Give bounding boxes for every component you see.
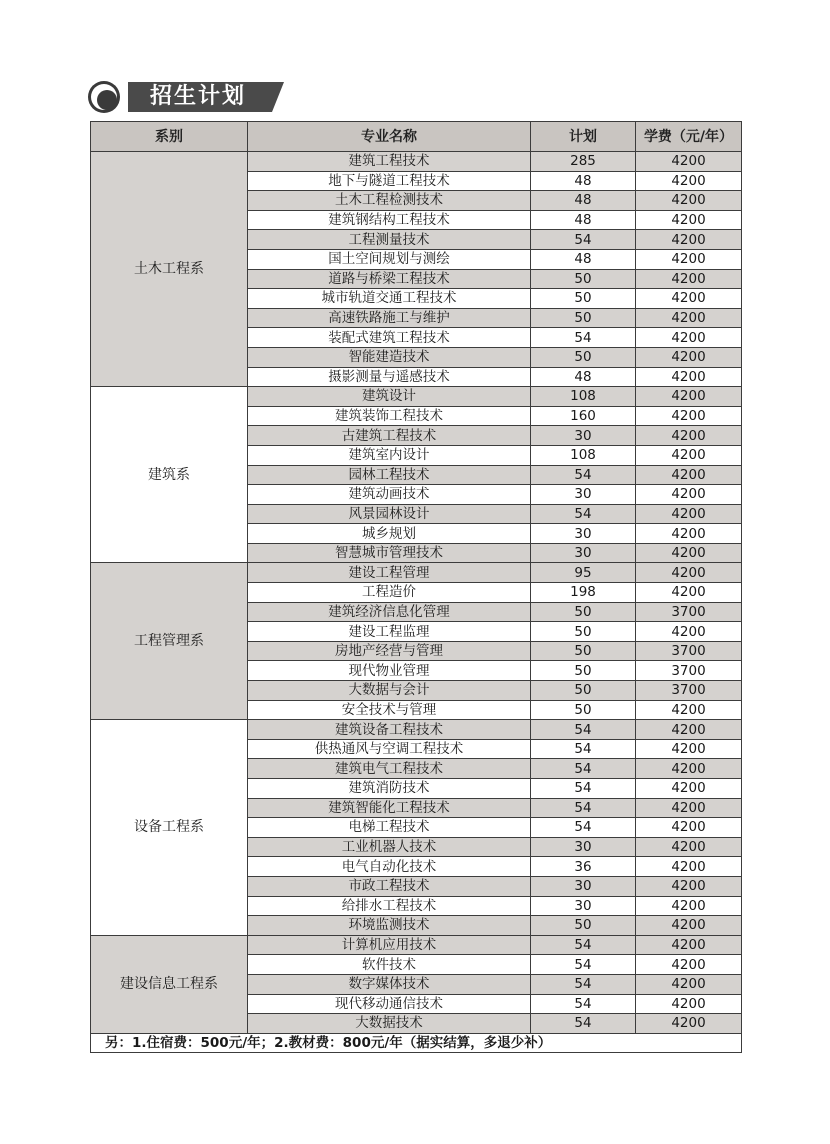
major-cell: 智慧城市管理技术 — [248, 543, 531, 563]
table-body — [91, 152, 742, 1034]
fee-cell: 4200 — [636, 974, 742, 994]
major-cell: 建筑钢结构工程技术 — [248, 210, 531, 230]
header-major: 专业名称 — [248, 122, 531, 152]
fee-cell: 4200 — [636, 622, 742, 642]
fee-cell: 4200 — [636, 759, 742, 779]
fee-cell: 4200 — [636, 739, 742, 759]
plan-cell: 54 — [531, 1014, 636, 1034]
major-cell: 建设工程管理 — [248, 563, 531, 583]
fee-cell: 4200 — [636, 1014, 742, 1034]
dept-cell: 建设信息工程系 — [91, 935, 248, 1033]
major-cell: 现代物业管理 — [248, 661, 531, 681]
fee-cell: 4200 — [636, 504, 742, 524]
dept-cell: 建筑系 — [91, 387, 248, 563]
major-cell: 大数据与会计 — [248, 681, 531, 701]
fee-cell: 4200 — [636, 876, 742, 896]
fee-cell: 4200 — [636, 191, 742, 211]
dept-cell: 工程管理系 — [91, 563, 248, 720]
plan-cell: 50 — [531, 289, 636, 309]
plan-cell: 54 — [531, 230, 636, 250]
major-cell: 建筑室内设计 — [248, 445, 531, 465]
fee-cell: 4200 — [636, 426, 742, 446]
plan-cell: 54 — [531, 465, 636, 485]
fee-cell: 4200 — [636, 485, 742, 505]
section-title — [88, 80, 288, 114]
plan-cell: 50 — [531, 269, 636, 289]
header-dept: 系别 — [91, 122, 248, 152]
plan-cell: 50 — [531, 641, 636, 661]
major-cell: 国土空间规划与测绘 — [248, 249, 531, 269]
fee-cell: 4200 — [636, 857, 742, 877]
table-row — [91, 563, 742, 583]
fee-cell: 4200 — [636, 465, 742, 485]
plan-cell: 95 — [531, 563, 636, 583]
plan-cell: 54 — [531, 935, 636, 955]
plan-cell: 48 — [531, 249, 636, 269]
plan-cell: 50 — [531, 622, 636, 642]
note-row — [91, 1033, 742, 1053]
plan-cell: 285 — [531, 152, 636, 172]
fee-cell: 4200 — [636, 916, 742, 936]
header-plan: 计划 — [531, 122, 636, 152]
plan-cell: 50 — [531, 347, 636, 367]
major-cell: 工程造价 — [248, 583, 531, 603]
header-fee: 学费（元/年） — [636, 122, 742, 152]
major-cell: 现代移动通信技术 — [248, 994, 531, 1014]
table-row — [91, 935, 742, 955]
fee-cell: 4200 — [636, 445, 742, 465]
major-cell: 供热通风与空调工程技术 — [248, 739, 531, 759]
plan-cell: 54 — [531, 720, 636, 740]
major-cell: 安全技术与管理 — [248, 700, 531, 720]
enrollment-plan-table — [90, 121, 742, 1053]
plan-cell: 48 — [531, 210, 636, 230]
major-cell: 数字媒体技术 — [248, 974, 531, 994]
fee-cell: 4200 — [636, 230, 742, 250]
major-cell: 计算机应用技术 — [248, 935, 531, 955]
major-cell: 建筑工程技术 — [248, 152, 531, 172]
fee-cell: 4200 — [636, 328, 742, 348]
fee-cell: 4200 — [636, 818, 742, 838]
plan-cell: 54 — [531, 739, 636, 759]
major-cell: 建筑装饰工程技术 — [248, 406, 531, 426]
fee-cell: 4200 — [636, 387, 742, 407]
fee-cell: 4200 — [636, 269, 742, 289]
plan-cell: 50 — [531, 661, 636, 681]
fee-cell: 4200 — [636, 720, 742, 740]
major-cell: 房地产经营与管理 — [248, 641, 531, 661]
fee-cell: 4200 — [636, 524, 742, 544]
plan-cell: 48 — [531, 367, 636, 387]
plan-cell: 30 — [531, 524, 636, 544]
major-cell: 地下与隧道工程技术 — [248, 171, 531, 191]
major-cell: 工程测量技术 — [248, 230, 531, 250]
plan-cell: 50 — [531, 602, 636, 622]
major-cell: 城市轨道交通工程技术 — [248, 289, 531, 309]
major-cell: 建筑消防技术 — [248, 779, 531, 799]
major-cell: 古建筑工程技术 — [248, 426, 531, 446]
major-cell: 建筑动画技术 — [248, 485, 531, 505]
fee-cell: 3700 — [636, 602, 742, 622]
footnote: 另：1.住宿费：500元/年；2.教材费：800元/年（据实结算，多退少补） — [91, 1033, 742, 1053]
plan-cell: 54 — [531, 779, 636, 799]
major-cell: 园林工程技术 — [248, 465, 531, 485]
fee-cell: 4200 — [636, 543, 742, 563]
major-cell: 电梯工程技术 — [248, 818, 531, 838]
major-cell: 建设工程监理 — [248, 622, 531, 642]
plan-cell: 160 — [531, 406, 636, 426]
major-cell: 建筑设备工程技术 — [248, 720, 531, 740]
table-row — [91, 720, 742, 740]
fee-cell: 4200 — [636, 406, 742, 426]
plan-cell: 54 — [531, 759, 636, 779]
fee-cell: 4200 — [636, 210, 742, 230]
fee-cell: 4200 — [636, 935, 742, 955]
dept-cell: 设备工程系 — [91, 720, 248, 936]
fee-cell: 4200 — [636, 308, 742, 328]
major-cell: 摄影测量与遥感技术 — [248, 367, 531, 387]
major-cell: 软件技术 — [248, 955, 531, 975]
fee-cell: 3700 — [636, 661, 742, 681]
fee-cell: 4200 — [636, 289, 742, 309]
major-cell: 装配式建筑工程技术 — [248, 328, 531, 348]
fee-cell: 4200 — [636, 367, 742, 387]
fee-cell: 3700 — [636, 641, 742, 661]
major-cell: 电气自动化技术 — [248, 857, 531, 877]
fee-cell: 3700 — [636, 681, 742, 701]
major-cell: 智能建造技术 — [248, 347, 531, 367]
plan-cell: 54 — [531, 818, 636, 838]
fee-cell: 4200 — [636, 347, 742, 367]
page-title: 招生计划 — [128, 82, 272, 112]
table-row — [91, 387, 742, 407]
plan-cell: 108 — [531, 445, 636, 465]
plan-cell: 30 — [531, 896, 636, 916]
plan-cell: 48 — [531, 171, 636, 191]
major-cell: 给排水工程技术 — [248, 896, 531, 916]
fee-cell: 4200 — [636, 249, 742, 269]
fee-cell: 4200 — [636, 955, 742, 975]
bullet-circle-icon — [88, 81, 120, 113]
major-cell: 建筑经济信息化管理 — [248, 602, 531, 622]
plan-cell: 30 — [531, 485, 636, 505]
plan-cell: 54 — [531, 994, 636, 1014]
major-cell: 工业机器人技术 — [248, 837, 531, 857]
fee-cell: 4200 — [636, 171, 742, 191]
plan-cell: 108 — [531, 387, 636, 407]
fee-cell: 4200 — [636, 700, 742, 720]
fee-cell: 4200 — [636, 994, 742, 1014]
plan-cell: 50 — [531, 681, 636, 701]
plan-cell: 54 — [531, 974, 636, 994]
major-cell: 市政工程技术 — [248, 876, 531, 896]
plan-cell: 54 — [531, 798, 636, 818]
fee-cell: 4200 — [636, 152, 742, 172]
plan-cell: 30 — [531, 837, 636, 857]
major-cell: 环境监测技术 — [248, 916, 531, 936]
plan-cell: 54 — [531, 328, 636, 348]
plan-cell: 48 — [531, 191, 636, 211]
plan-cell: 30 — [531, 876, 636, 896]
plan-cell: 54 — [531, 955, 636, 975]
fee-cell: 4200 — [636, 896, 742, 916]
plan-cell: 54 — [531, 504, 636, 524]
plan-cell: 50 — [531, 308, 636, 328]
fee-cell: 4200 — [636, 798, 742, 818]
table-row — [91, 152, 742, 172]
fee-cell: 4200 — [636, 779, 742, 799]
major-cell: 道路与桥梁工程技术 — [248, 269, 531, 289]
table-header-row — [91, 122, 742, 152]
fee-cell: 4200 — [636, 563, 742, 583]
major-cell: 建筑智能化工程技术 — [248, 798, 531, 818]
plan-cell: 50 — [531, 700, 636, 720]
major-cell: 风景园林设计 — [248, 504, 531, 524]
fee-cell: 4200 — [636, 583, 742, 603]
fee-cell: 4200 — [636, 837, 742, 857]
major-cell: 大数据技术 — [248, 1014, 531, 1034]
major-cell: 建筑电气工程技术 — [248, 759, 531, 779]
plan-cell: 30 — [531, 426, 636, 446]
dept-cell: 土木工程系 — [91, 152, 248, 387]
plan-cell: 36 — [531, 857, 636, 877]
plan-cell: 30 — [531, 543, 636, 563]
major-cell: 建筑设计 — [248, 387, 531, 407]
major-cell: 土木工程检测技术 — [248, 191, 531, 211]
major-cell: 城乡规划 — [248, 524, 531, 544]
plan-cell: 50 — [531, 916, 636, 936]
major-cell: 高速铁路施工与维护 — [248, 308, 531, 328]
plan-cell: 198 — [531, 583, 636, 603]
